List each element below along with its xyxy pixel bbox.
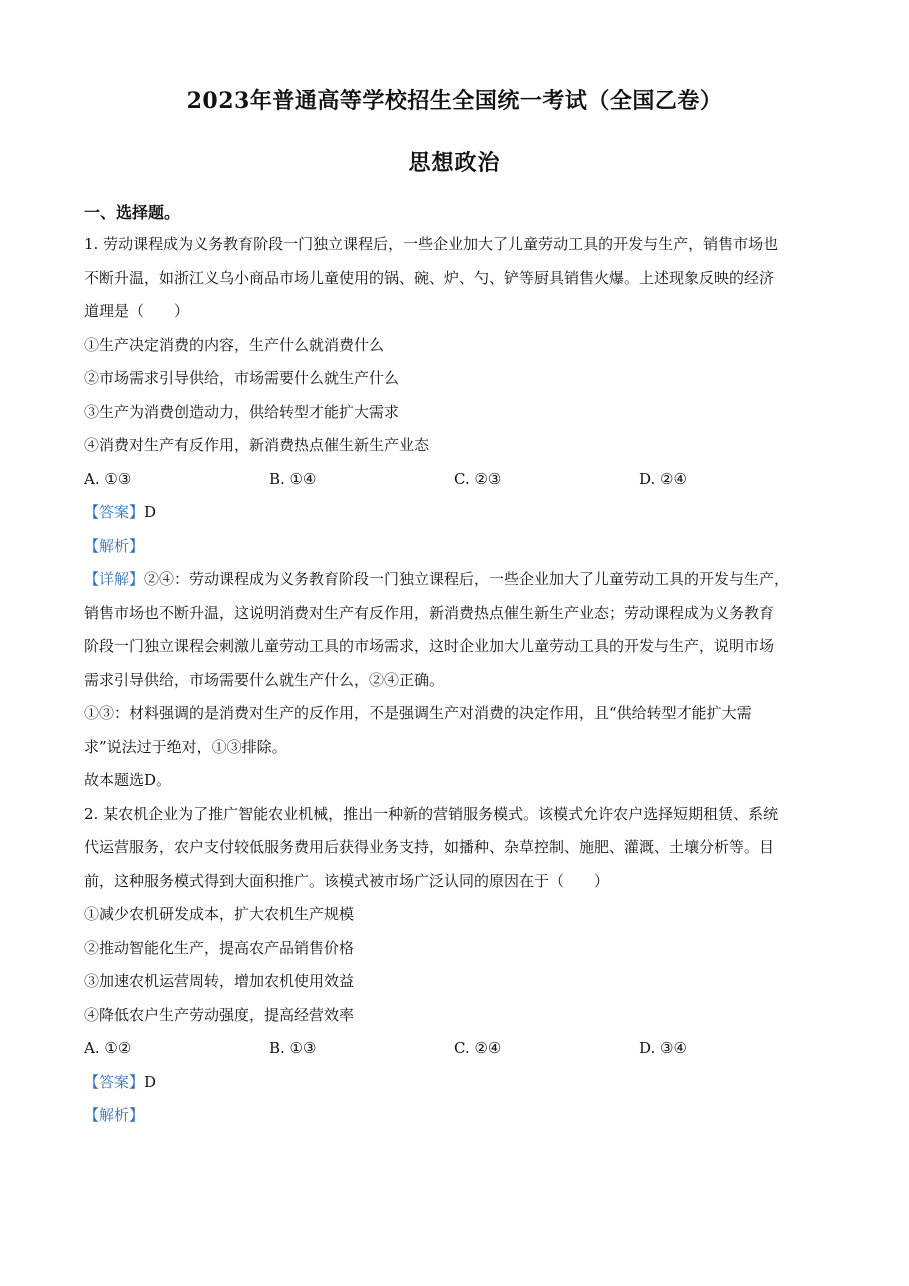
question-2 bbox=[84, 798, 832, 1133]
detail-text: ②④：劳动课程成为义务教育阶段一门独立课程后，一些企业加大了儿童劳动工具的开发与生产， bbox=[144, 570, 790, 588]
q1-stem-line: 不断升温，如浙江义乌小商品市场儿童使用的锅、碗、炉、勺、铲等厨具销售火爆。上述现象反映的经济 bbox=[84, 268, 775, 287]
subject-title: 思想政治 bbox=[408, 150, 501, 176]
answer-tag: 【答案】 bbox=[84, 1072, 145, 1091]
detail-tag: 【详解】 bbox=[84, 570, 145, 588]
q1-option-d: D. ②④ bbox=[639, 469, 687, 488]
answer-value: D bbox=[144, 503, 157, 521]
q1-option-b: B. ①④ bbox=[269, 469, 317, 488]
q1-detail-line: 销售市场也不断升温，这说明消费对生产有反作用，新消费热点催生新生产业态；劳动课程成为义务教育 bbox=[84, 603, 775, 622]
q1-detail-line: ①③：材料强调的是消费对生产的反作用，不是强调生产对消费的决定作用，且“供给转型才能扩大需 bbox=[84, 704, 752, 722]
q2-option-b: B. ①③ bbox=[269, 1039, 317, 1057]
q2-item-4: ④降低农户生产劳动强度，提高经营效率 bbox=[84, 1005, 355, 1024]
answer-value: D bbox=[144, 1072, 157, 1091]
analysis-tag: 【解析】 bbox=[84, 536, 145, 555]
analysis-tag: 【解析】 bbox=[84, 1106, 145, 1124]
q2-analysis bbox=[84, 1099, 832, 1133]
q1-item-4: ④消费对生产有反作用，新消费热点催生新生产业态 bbox=[84, 436, 430, 454]
q2-option-c: C. ②④ bbox=[454, 1039, 502, 1057]
q1-option-a: A. ①③ bbox=[84, 469, 132, 488]
q1-item-2: ②市场需求引导供给，市场需要什么就生产什么 bbox=[84, 369, 400, 387]
document-body bbox=[84, 198, 832, 1133]
q1-stem-line: 道理是（ ） bbox=[84, 302, 190, 320]
q2-item-1: ①减少农机研发成本，扩大农机生产规模 bbox=[84, 905, 355, 923]
q2-options bbox=[84, 1032, 832, 1066]
q1-item-3: ③生产为消费创造动力，供给转型才能扩大需求 bbox=[84, 402, 400, 421]
q2-item-2: ②推动智能化生产，提高农产品销售价格 bbox=[84, 938, 355, 957]
q2-item-3: ③加速农机运营周转，增加农机使用效益 bbox=[84, 972, 355, 990]
q1-options bbox=[84, 463, 832, 497]
q2-option-a: A. ①② bbox=[84, 1039, 132, 1057]
q1-option-c: C. ②③ bbox=[454, 469, 502, 488]
q1-item-1: ①生产决定消费的内容，生产什么就消费什么 bbox=[84, 335, 385, 354]
q1-detail-line: 阶段一门独立课程会刺激儿童劳动工具的市场需求，这时企业加大儿童劳动工具的开发与生产，说明市场 bbox=[84, 637, 775, 655]
q2-option-d: D. ③④ bbox=[639, 1039, 687, 1057]
exam-title: 2023年普通高等学校招生全国统一考试（全国乙卷） bbox=[186, 88, 723, 114]
q1-detail-line: 需求引导供给，市场需要什么就生产什么，②④正确。 bbox=[84, 670, 445, 689]
q1-conclusion: 故本题选D。 bbox=[84, 771, 172, 789]
q1-detail-line: 求”说法过于绝对，①③排除。 bbox=[84, 737, 287, 756]
q1-detail-line bbox=[84, 563, 832, 597]
answer-tag: 【答案】 bbox=[84, 503, 145, 521]
q1-stem-line: 1. 劳动课程成为义务教育阶段一门独立课程后，一些企业加大了儿童劳动工具的开发与生产，销售市场也 bbox=[84, 235, 779, 253]
q1-analysis bbox=[84, 530, 832, 564]
question-1 bbox=[84, 228, 832, 798]
section-heading: 一、选择题。 bbox=[84, 203, 181, 222]
q2-stem-line: 代运营服务，农户支付较低服务费用后获得业务支持，如播种、杂草控制、施肥、灌溉、土壤分析等。目 bbox=[84, 838, 775, 856]
q2-stem-line: 前，这种服务模式得到大面积推广。该模式被市场广泛认同的原因在于（ ） bbox=[84, 871, 610, 890]
q2-answer bbox=[84, 1066, 832, 1100]
q1-answer bbox=[84, 496, 832, 530]
q2-stem-line: 2. 某农机企业为了推广智能农业机械，推出一种新的营销服务模式。该模式允许农户选择短期租赁、系统 bbox=[84, 804, 779, 823]
